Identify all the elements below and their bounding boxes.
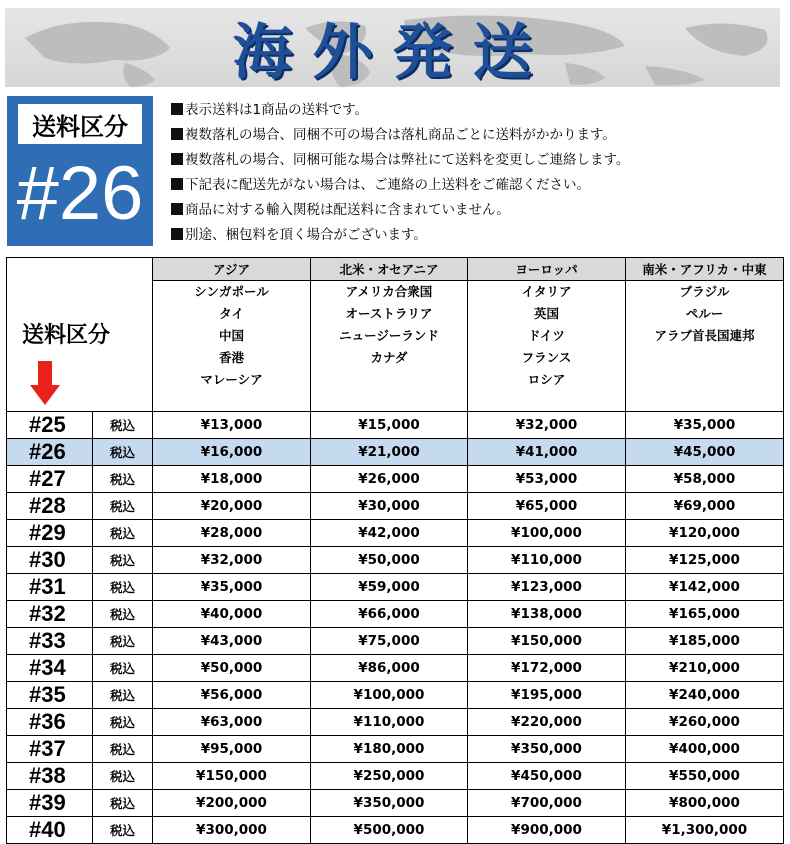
country-name: 英国 [533, 306, 559, 321]
bullet-square-icon [171, 103, 183, 115]
tax-label: 税込 [93, 628, 153, 655]
price-cell: ¥18,000 [153, 466, 311, 493]
note-text: 下記表に配送先がない場合は、ご連絡の上送料をご確認ください。 [185, 177, 590, 193]
tax-label: 税込 [93, 412, 153, 439]
price-cell: ¥123,000 [468, 574, 626, 601]
banner-title: 海外発送 [232, 17, 553, 87]
price-cell: ¥15,000 [311, 412, 468, 439]
bullet-square-icon [171, 203, 183, 215]
price-cell: ¥500,000 [311, 817, 468, 844]
country-name: タイ [219, 306, 244, 321]
tax-label: 税込 [93, 709, 153, 736]
table-row [7, 412, 784, 439]
tax-label: 税込 [93, 493, 153, 520]
price-cell: ¥63,000 [153, 709, 311, 736]
price-cell: ¥240,000 [626, 682, 784, 709]
table-corner [7, 258, 153, 412]
tax-label: 税込 [93, 682, 153, 709]
banner [5, 8, 780, 87]
bullet-square-icon [171, 178, 183, 190]
price-cell: ¥195,000 [468, 682, 626, 709]
note-item [171, 173, 629, 198]
note-item [171, 148, 629, 173]
price-cell: ¥100,000 [468, 520, 626, 547]
price-cell: ¥550,000 [626, 763, 784, 790]
price-cell: ¥75,000 [311, 628, 468, 655]
country-name: アラブ首長国連邦 [654, 328, 755, 343]
price-cell: ¥180,000 [311, 736, 468, 763]
price-cell: ¥45,000 [626, 439, 784, 466]
price-cell: ¥120,000 [626, 520, 784, 547]
category-code: #35 [7, 682, 93, 709]
price-cell: ¥56,000 [153, 682, 311, 709]
category-code: #33 [7, 628, 93, 655]
tax-label: 税込 [93, 817, 153, 844]
price-cell: ¥110,000 [468, 547, 626, 574]
country-list [626, 281, 784, 412]
country-name: カナダ [370, 350, 408, 365]
category-code: #25 [7, 412, 93, 439]
price-cell: ¥900,000 [468, 817, 626, 844]
price-cell: ¥142,000 [626, 574, 784, 601]
price-cell: ¥66,000 [311, 601, 468, 628]
price-cell: ¥28,000 [153, 520, 311, 547]
region-header: 南米・アフリカ・中東 [626, 258, 784, 281]
price-cell: ¥42,000 [311, 520, 468, 547]
note-text: 表示送料は1商品の送料です。 [185, 102, 369, 118]
table-row [7, 655, 784, 682]
price-cell: ¥185,000 [626, 628, 784, 655]
price-cell: ¥26,000 [311, 466, 468, 493]
tax-label: 税込 [93, 547, 153, 574]
bullet-square-icon [171, 128, 183, 140]
price-cell: ¥40,000 [153, 601, 311, 628]
note-text: 複数落札の場合、同梱不可の場合は落札商品ごとに送料がかかります。 [185, 127, 616, 143]
tax-label: 税込 [93, 790, 153, 817]
price-cell: ¥210,000 [626, 655, 784, 682]
note-item [171, 98, 629, 123]
table-row [7, 790, 784, 817]
table-row [7, 574, 784, 601]
price-cell: ¥350,000 [468, 736, 626, 763]
tax-label: 税込 [93, 736, 153, 763]
country-name: ブラジル [679, 284, 730, 299]
tax-label: 税込 [93, 520, 153, 547]
price-cell: ¥53,000 [468, 466, 626, 493]
category-code: #37 [7, 736, 93, 763]
price-cell: ¥30,000 [311, 493, 468, 520]
table-row [7, 628, 784, 655]
price-cell: ¥300,000 [153, 817, 311, 844]
table-row [7, 439, 784, 466]
tax-label: 税込 [93, 601, 153, 628]
category-code: #39 [7, 790, 93, 817]
price-cell: ¥110,000 [311, 709, 468, 736]
table-row [7, 547, 784, 574]
price-cell: ¥172,000 [468, 655, 626, 682]
price-cell: ¥86,000 [311, 655, 468, 682]
price-cell: ¥50,000 [311, 547, 468, 574]
bullet-square-icon [171, 228, 183, 240]
price-cell: ¥43,000 [153, 628, 311, 655]
tax-label: 税込 [93, 439, 153, 466]
table-row [7, 466, 784, 493]
badge-label: 送料区分 [18, 104, 142, 144]
price-cell: ¥250,000 [311, 763, 468, 790]
country-name: ドイツ [528, 328, 565, 343]
note-item [171, 123, 629, 148]
price-cell: ¥150,000 [468, 628, 626, 655]
tax-label: 税込 [93, 466, 153, 493]
price-cell: ¥400,000 [626, 736, 784, 763]
price-cell: ¥16,000 [153, 439, 311, 466]
note-text: 商品に対する輸入関税は配送料に含まれていません。 [185, 202, 510, 218]
rate-rows [7, 412, 784, 844]
note-item [171, 223, 629, 248]
tax-label: 税込 [93, 655, 153, 682]
price-cell: ¥150,000 [153, 763, 311, 790]
category-code: #36 [7, 709, 93, 736]
price-cell: ¥69,000 [626, 493, 784, 520]
country-list [153, 281, 311, 412]
country-name: 中国 [218, 328, 244, 343]
price-cell: ¥21,000 [311, 439, 468, 466]
price-cell: ¥220,000 [468, 709, 626, 736]
region-header: 北米・オセアニア [311, 258, 468, 281]
price-cell: ¥100,000 [311, 682, 468, 709]
price-cell: ¥200,000 [153, 790, 311, 817]
table-row [7, 520, 784, 547]
country-name: ロシア [527, 372, 566, 387]
badge-code: #26 [16, 151, 144, 236]
price-cell: ¥700,000 [468, 790, 626, 817]
country-name: フランス [521, 350, 572, 365]
region-header: ヨーロッパ [468, 258, 626, 281]
price-cell: ¥350,000 [311, 790, 468, 817]
price-cell: ¥165,000 [626, 601, 784, 628]
table-row [7, 709, 784, 736]
shipping-category-badge [7, 96, 153, 246]
category-code: #34 [7, 655, 93, 682]
category-code: #28 [7, 493, 93, 520]
category-code: #31 [7, 574, 93, 601]
category-code: #38 [7, 763, 93, 790]
price-cell: ¥450,000 [468, 763, 626, 790]
price-cell: ¥95,000 [153, 736, 311, 763]
tax-label: 税込 [93, 574, 153, 601]
shipping-rate-table [6, 257, 784, 844]
table-row [7, 493, 784, 520]
region-header: アジア [153, 258, 311, 281]
price-cell: ¥125,000 [626, 547, 784, 574]
price-cell: ¥65,000 [468, 493, 626, 520]
table-row [7, 736, 784, 763]
table-row [7, 763, 784, 790]
price-cell: ¥138,000 [468, 601, 626, 628]
note-text: 複数落札の場合、同梱可能な場合は弊社にて送料を変更しご連絡します。 [185, 152, 630, 168]
country-name: ペルー [685, 306, 724, 321]
country-list [311, 281, 468, 412]
table-row [7, 601, 784, 628]
price-cell: ¥35,000 [626, 412, 784, 439]
price-cell: ¥20,000 [153, 493, 311, 520]
country-name: ニュージーランド [339, 328, 439, 343]
country-name: マレーシア [200, 372, 263, 387]
price-cell: ¥13,000 [153, 412, 311, 439]
category-code: #30 [7, 547, 93, 574]
down-arrow-icon [30, 361, 60, 405]
country-list [468, 281, 626, 412]
note-item [171, 198, 629, 223]
country-name: イタリア [521, 284, 572, 299]
country-name: シンガポール [194, 284, 269, 299]
table-row [7, 817, 784, 844]
price-cell: ¥41,000 [468, 439, 626, 466]
price-cell: ¥50,000 [153, 655, 311, 682]
price-cell: ¥35,000 [153, 574, 311, 601]
tax-label: 税込 [93, 763, 153, 790]
category-code: #32 [7, 601, 93, 628]
table-row [7, 682, 784, 709]
notes-list [171, 98, 629, 248]
price-cell: ¥59,000 [311, 574, 468, 601]
note-text: 別途、梱包料を頂く場合がございます。 [185, 227, 427, 243]
price-cell: ¥800,000 [626, 790, 784, 817]
country-name: 香港 [218, 350, 244, 365]
category-code: #40 [7, 817, 93, 844]
country-name: オーストラリア [345, 306, 433, 321]
category-code: #27 [7, 466, 93, 493]
corner-label: 送料区分 [22, 323, 111, 348]
price-cell: ¥32,000 [153, 547, 311, 574]
price-cell: ¥1,300,000 [626, 817, 784, 844]
bullet-square-icon [171, 153, 183, 165]
price-cell: ¥260,000 [626, 709, 784, 736]
country-name: アメリカ合衆国 [345, 284, 433, 299]
category-code: #29 [7, 520, 93, 547]
price-cell: ¥58,000 [626, 466, 784, 493]
price-cell: ¥32,000 [468, 412, 626, 439]
category-code: #26 [7, 439, 93, 466]
